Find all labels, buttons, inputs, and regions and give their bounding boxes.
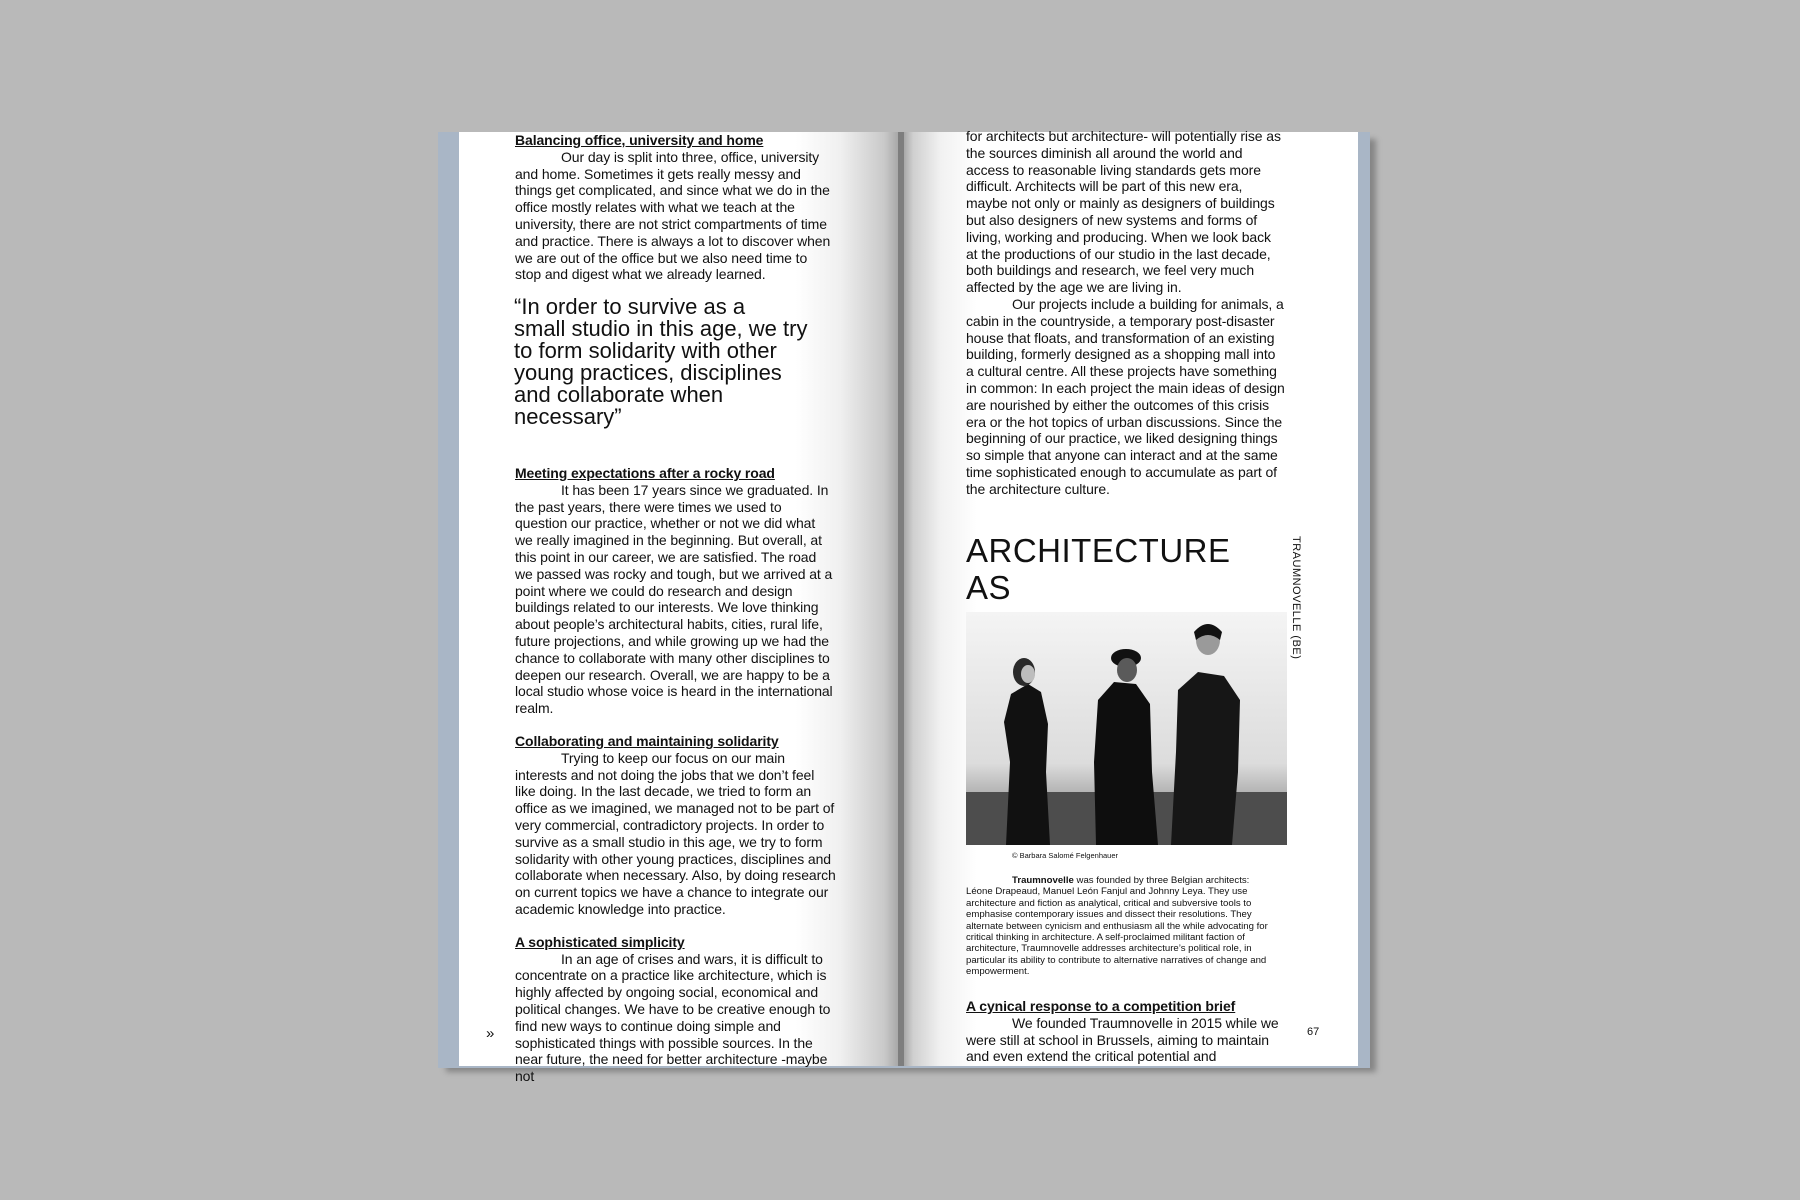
bio-blurb [966, 875, 1276, 978]
section-paragraph: Trying to keep our focus on our main interests and not doing the jobs that we don’t feel like doing. In the last decade, we tried to form an office as we imagined, we managed not to be part of very commercial, contradictory projects. In order to survive as a small studio in this age, we try to form solidarity with other young practices, disciplines and collaborate when necessary. Also, by doing research on current topics we have a chance to integrate our academic knowledge into practice. [515, 749, 836, 917]
pull-quote-line: and collaborate when [514, 382, 724, 407]
left-column-top [515, 132, 836, 283]
body-paragraph: We founded Traumnovelle in 2015 while we were still at school in Brussels, aiming to maintain and even extend the critical potential and [966, 1014, 1279, 1065]
section-heading: A cynical response to a competition brief [966, 998, 1236, 1014]
section-heading: A sophisticated simplicity [515, 933, 685, 950]
pull-quote-line: to form solidarity with other [514, 338, 777, 363]
pull-quote-line: necessary” [514, 404, 622, 429]
section-paragraph: In an age of crises and wars, it is difficult to concentrate on a practice like architecture, which is highly affected by ongoing social, economical and political changes. We have to be creative enough to find new ways to continue doing simple and sophisticated things with possible sources. In the near future, the need for better architecture -maybe not [515, 950, 831, 1085]
running-header: TRAUMNOVELLE (BE) [1290, 536, 1302, 660]
section-heading: Meeting expectations after a rocky road [515, 465, 775, 481]
article-title-line: ARCHITECTURE AS [966, 532, 1231, 606]
body-paragraph: for architects but architecture- will potentially rise as the sources diminish all around the world and access to reasonable living standards gets more difficult. Architects will be part of this new era, maybe not only or mainly as designers of buildings but also designers of new systems and forms of living, working and producing. When we look back at the productions of our studio in the last decade, both buildings and research, we feel very much affected by the age we are living in. [966, 128, 1281, 296]
page-number: 67 [1307, 1026, 1320, 1038]
section-paragraph: It has been 17 years since we graduated. In the past years, there were times we used to question our practice, whether or not we did what we really imagined in the beginning. But overall, at this point in our career, we are satisfied. The road we passed was rocky and tough, but we arrived at a point where we could do research and design buildings related to our interests. We love thinking about people’s architectural habits, cities, rural life, future projections, and while growing up we had the chance to collaborate with many other disciplines to deepen our research. Overall, we are happy to be a local studio whose voice is heard in the international realm. [515, 481, 833, 717]
left-column-bottom [515, 465, 836, 1085]
section-heading: Collaborating and maintaining solidarity [515, 732, 779, 749]
section-paragraph: Our day is split into three, office, university and home. Sometimes it gets really messy and things get complicated, and since what we do in the office mostly relates with what we teach at the university, there are not strict compartments of time and practice. There is always a lot to discover when we are out of the office but we also need time to stop and digest what we already learned. [515, 148, 831, 283]
left-page [459, 132, 902, 1085]
pull-quote-line: young practices, disciplines [514, 360, 782, 385]
portrait-photo [966, 612, 1287, 845]
pull-quote-line: small studio in this age, we try [514, 316, 808, 341]
body-paragraph: Our projects include a building for animals, a cabin in the countryside, a temporary post-disaster house that floats, and transformation of an existing building, formerly designed as a shopping mall into a cultural centre. All these projects have something in common: In each project the main ideas of design are nourished by either the outcomes of this crisis era or the hot topics of urban discussions. Since the beginning of our practice, we liked designing things so simple that anyone can interact and at the same time sophisticated enough to accumulate as part of the architecture culture. [966, 295, 1285, 497]
section-heading: Balancing office, university and home [515, 132, 764, 148]
right-column-top [966, 128, 1286, 498]
right-column-bottom [966, 998, 1286, 1065]
bio-name: Traumnovelle [1012, 875, 1074, 886]
bio-text: was founded by three Belgian architects: Léone Drapeaud, Manuel León Fanjul and Johnny Leya. They use architecture and fiction as analytical, critical and subversive tools to emphasise contemporary issues and dissect their resolutions. They alternate between cynicism and enthusiasm all the while advocating for critical thinking in architecture. A self-proclaimed militant faction of architecture, Traumnovelle addresses architecture’s political role, in particular its ability to contribute to alternative narratives of change and empowerment. [966, 875, 1268, 978]
right-page [904, 128, 1358, 1066]
pull-quote [514, 296, 814, 428]
continue-marker: » [486, 1025, 495, 1042]
photo-credit: © Barbara Salomé Felgenhauer [1012, 851, 1119, 860]
pull-quote-line: “In order to survive as a [514, 294, 746, 319]
